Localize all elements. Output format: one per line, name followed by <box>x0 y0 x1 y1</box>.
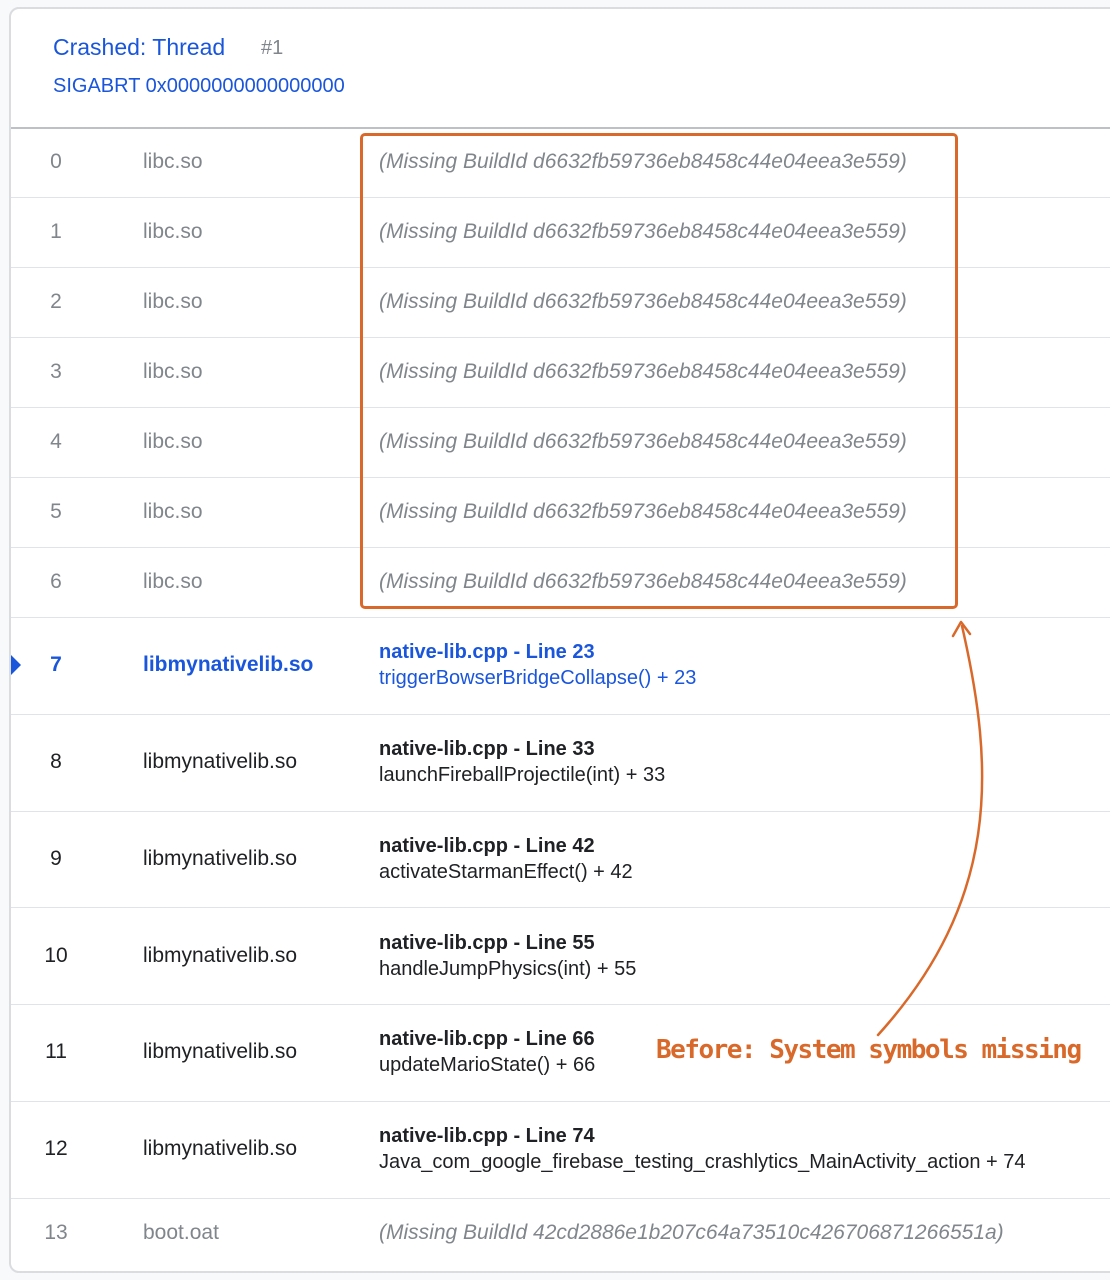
frame-function: launchFireballProjectile(int) + 33 <box>379 764 666 787</box>
frame-source-file[interactable]: native-lib.cpp - Line 66 <box>379 1028 595 1051</box>
missing-buildid: (Missing BuildId d6632fb59736eb8458c44e04eea3e559) <box>379 290 907 313</box>
frame-index: 9 <box>50 846 62 870</box>
frame-library: libc.so <box>143 570 203 593</box>
frame-library: libmynativelib.so <box>143 846 298 870</box>
frame-source-file[interactable]: native-lib.cpp - Line 42 <box>379 834 595 857</box>
frame-library: libmynativelib.so <box>143 1040 298 1064</box>
missing-buildid: (Missing BuildId d6632fb59736eb8458c44e04eea3e559) <box>379 220 907 243</box>
frame-function: Java_com_google_firebase_testing_crashlytics_MainActivity_action + 74 <box>379 1151 1026 1174</box>
frame-library: libmynativelib.so <box>143 750 298 774</box>
frame-index: 0 <box>50 150 62 173</box>
frame-library: libmynativelib.so <box>143 653 314 677</box>
frame-index: 12 <box>44 1137 68 1161</box>
frame-index: 13 <box>44 1220 68 1244</box>
frame-source-file[interactable]: native-lib.cpp - Line 74 <box>379 1125 595 1148</box>
frame-index: 4 <box>50 430 62 453</box>
frame-index: 2 <box>50 290 62 313</box>
missing-buildid: (Missing BuildId d6632fb59736eb8458c44e04eea3e559) <box>379 360 907 383</box>
frame-function: handleJumpPhysics(int) + 55 <box>379 957 637 980</box>
frame-function: updateMarioState() + 66 <box>379 1054 596 1077</box>
frame-library: libmynativelib.so <box>143 1137 298 1161</box>
frame-source-file[interactable]: native-lib.cpp - Line 55 <box>379 931 595 954</box>
frame-function: activateStarmanEffect() + 42 <box>379 860 633 883</box>
missing-buildid: (Missing BuildId 42cd2886e1b207c64a73510c426706871266551a) <box>379 1220 1004 1244</box>
frame-index: 7 <box>50 653 62 677</box>
frame-library: libc.so <box>143 500 203 523</box>
frame-index: 11 <box>45 1040 67 1064</box>
frame-library: libc.so <box>143 220 203 243</box>
frame-library: libc.so <box>143 290 203 313</box>
missing-buildid: (Missing BuildId d6632fb59736eb8458c44e04eea3e559) <box>379 430 907 453</box>
frame-index: 6 <box>50 570 62 593</box>
thread-title[interactable]: Crashed: Thread <box>53 34 226 60</box>
frame-library: libc.so <box>143 360 203 383</box>
missing-buildid: (Missing BuildId d6632fb59736eb8458c44e04eea3e559) <box>379 570 907 593</box>
signal-label: SIGABRT 0x0000000000000000 <box>53 75 345 97</box>
missing-buildid: (Missing BuildId d6632fb59736eb8458c44e04eea3e559) <box>379 150 907 173</box>
annotation-label: Before: System symbols missing <box>656 1035 1081 1065</box>
frame-index: 10 <box>44 943 68 967</box>
frame-library: libmynativelib.so <box>143 943 298 967</box>
frame-library: boot.oat <box>143 1220 219 1244</box>
frame-index: 3 <box>50 360 62 383</box>
frame-library: libc.so <box>143 150 203 173</box>
frame-index: 5 <box>50 500 62 523</box>
frame-source-file[interactable]: native-lib.cpp - Line 23 <box>379 641 595 664</box>
missing-buildid: (Missing BuildId d6632fb59736eb8458c44e04eea3e559) <box>379 500 907 523</box>
frame-index: 8 <box>50 750 62 774</box>
frame-index: 1 <box>50 220 62 243</box>
thread-number: #1 <box>261 37 284 59</box>
frame-library: libc.so <box>143 430 203 453</box>
frame-source-file[interactable]: native-lib.cpp - Line 33 <box>379 738 595 761</box>
frame-function: triggerBowserBridgeCollapse() + 23 <box>379 667 697 690</box>
